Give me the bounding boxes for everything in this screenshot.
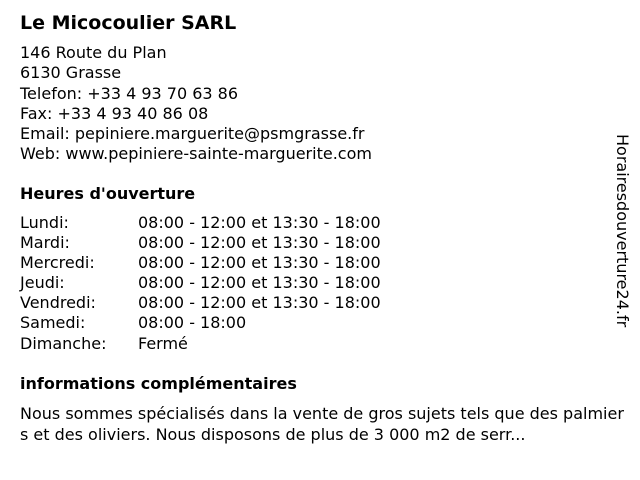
hours-row-tuesday [20,233,381,253]
website: Web: www.pepiniere-sainte-marguerite.com [20,144,372,164]
additional-info-heading: informations complémentaires [20,374,297,393]
city: 6130 Grasse [20,63,122,83]
email-address: Email: pepiniere.marguerite@psmgrasse.fr [20,124,365,144]
time-range: 08:00 - 12:00 et 13:30 - 18:00 [138,213,381,232]
hours-row-thursday [20,273,381,293]
time-range: 08:00 - 12:00 et 13:30 - 18:00 [138,253,381,273]
opening-hours-table [20,213,381,354]
phone-number: Telefon: +33 4 93 70 63 86 [20,83,239,103]
business-name: Le Micocoulier SARL [20,12,237,34]
fax-number: Fax: +33 4 93 40 86 08 [20,103,209,123]
hours-row-monday [20,213,381,233]
time-range: 08:00 - 12:00 et 13:30 - 18:00 [138,273,381,293]
day-label: Mercredi: [20,253,95,273]
day-label: Vendredi: [20,293,96,313]
day-label: Jeudi: [20,273,65,293]
time-range: 08:00 - 18:00 [138,313,247,333]
day-label: Mardi: [20,233,70,253]
contact-block [20,43,372,165]
watermark-text: Horairesdouverture24.fr [613,134,632,328]
day-label: Lundi: [20,213,69,232]
day-label: Samedi: [20,313,86,333]
day-label: Dimanche: [20,333,107,353]
hours-row-wednesday [20,253,381,273]
hours-row-sunday [20,334,381,354]
time-range: Fermé [138,333,188,353]
street-address: 146 Route du Plan [20,43,167,62]
hours-row-saturday [20,313,381,333]
hours-row-friday [20,293,381,313]
time-range: 08:00 - 12:00 et 13:30 - 18:00 [138,233,381,253]
opening-hours-heading: Heures d'ouverture [20,184,196,203]
additional-info-text: Nous sommes spécialisés dans la vente de gros sujets tels que des palmiers et des oliviers. Nous disposons de plus de 3 000 m2 de serr... [20,404,624,444]
time-range: 08:00 - 12:00 et 13:30 - 18:00 [138,293,381,313]
